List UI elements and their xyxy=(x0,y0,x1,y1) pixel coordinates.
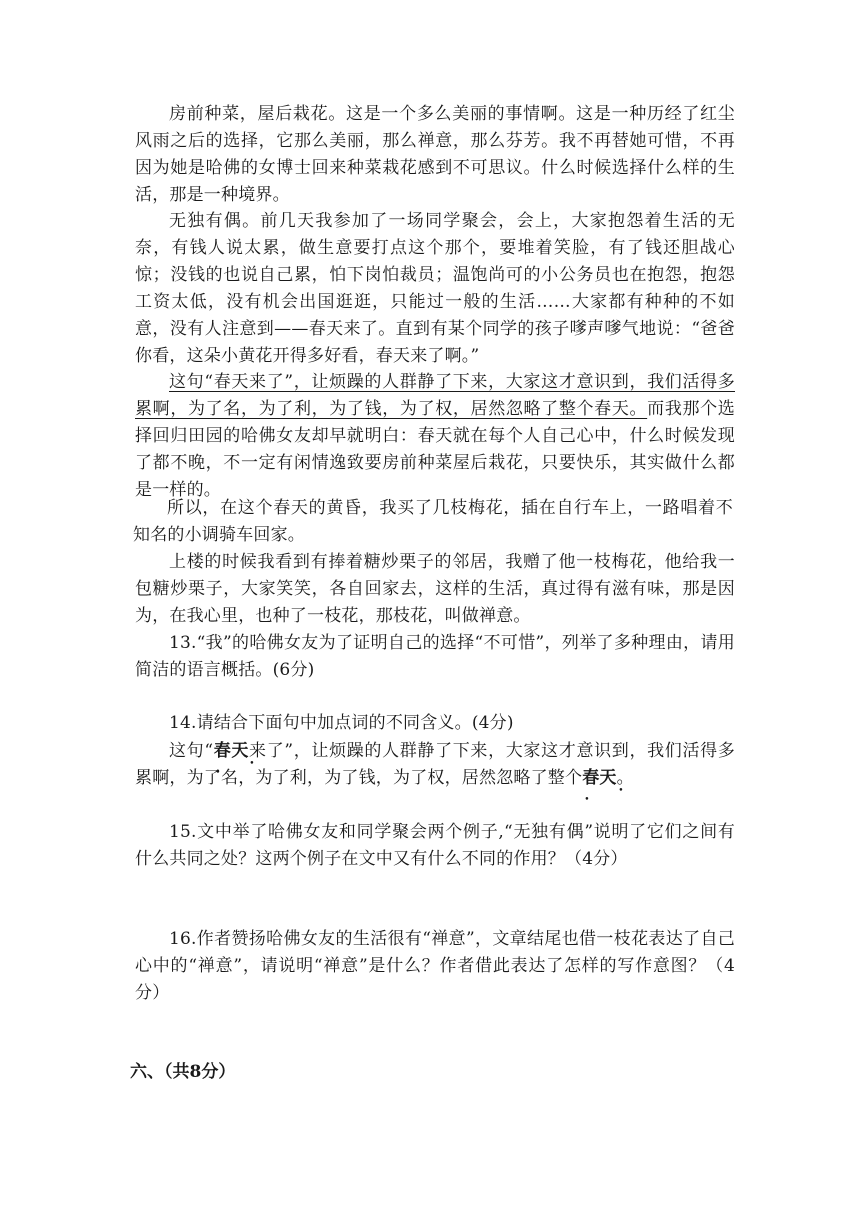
passage-paragraph-3-rest: 而我那个选择回归田园的哈佛女友却早就明白：春天就在每个人自己心中，什么时候发现了都不晚，不一定有闲情逸致要房前种菜屋后栽花，只要快乐，其实做什么都是一样的。 xyxy=(135,399,735,500)
passage-paragraph-5: 上楼的时候我看到有捧着糖炒栗子的邻居，我赠了他一枝梅花，他给我一包糖炒栗子，大家笑笑，各自回家去，这样的生活，真过得有滋有味，那是因为，在我心里，也种了一枝花，那枝花，叫做禅意。 xyxy=(135,552,735,626)
q14-sentence-part3: 。 xyxy=(616,768,634,788)
passage-paragraph-4: 所以，在这个春天的黄昏，我买了几枝梅花，插在自行车上，一路唱着不知名的小调骑车回家。 xyxy=(133,498,733,545)
underlined-sentence: 这句“春天来了”，让烦躁的人群静了下来，大家这才意识到，我们活得多累啊，为了名，为了利，为了钱，为了权，居然忽略了整个春天。 xyxy=(135,372,735,419)
question-14-sentence xyxy=(135,738,735,792)
passage-paragraph-3 xyxy=(135,369,735,504)
emphasized-word-2: 春天 • • xyxy=(582,768,616,788)
passage-paragraph-1: 房前种菜，屋后栽花。这是一个多么美丽的事情啊。这是一种历经了红尘风雨之后的选择，它那么美丽，那么禅意，那么芬芳。我不再替她可惜，不再因为她是哈佛的女博士回来种菜栽花感到不可思议。什么时候选择什么样的生活，那是一种境界。 xyxy=(135,104,735,205)
question-15: 15.文中举了哈佛女友和同学聚会两个例子,“无独有偶”说明了它们之间有什么共同之处？这两个例子在文中又有什么不同的作用？（4分） xyxy=(135,822,735,869)
section-heading: 六、（共8分） xyxy=(130,1062,236,1082)
emphasized-word-1: 春天 • • xyxy=(213,741,249,761)
q14-sentence-part2: 来了”，让烦躁的人群静了下来，大家这才意识到，我们活得多累啊，为了名，为了利，为了钱，为了权，居然忽略了整个 xyxy=(135,741,735,788)
question-13: 13.“我”的哈佛女友为了证明自己的选择“不可惜”，列举了多种理由，请用简洁的语言概括。(6分) xyxy=(135,633,735,680)
question-14: 14.请结合下面句中加点词的不同含义。(4分) xyxy=(169,713,514,733)
passage-paragraph-2: 无独有偶。前几天我参加了一场同学聚会，会上，大家抱怨着生活的无奈，有钱人说太累，做生意要打点这个那个，要堆着笑脸，有了钱还胆战心惊；没钱的也说自己累，怕下岗怕裁员；温饱尚可的小公务员也在抱怨，抱怨工资太低，没有机会出国逛逛，只能过一般的生活……大家都有种种的不如意，没有人注意到——春天来了。直到有某个同学的孩子嗲声嗲气地说：“爸爸你看，这朵小黄花开得多好看，春天来了啊。” xyxy=(135,211,735,366)
q14-sentence-part1: 这句“ xyxy=(169,741,214,761)
question-16: 16.作者赞扬哈佛女友的生活很有“禅意”，文章结尾也借一枝花表达了自己心中的“禅意”，请说明“禅意”是什么？作者借此表达了怎样的写作意图？（4分） xyxy=(135,929,735,1003)
